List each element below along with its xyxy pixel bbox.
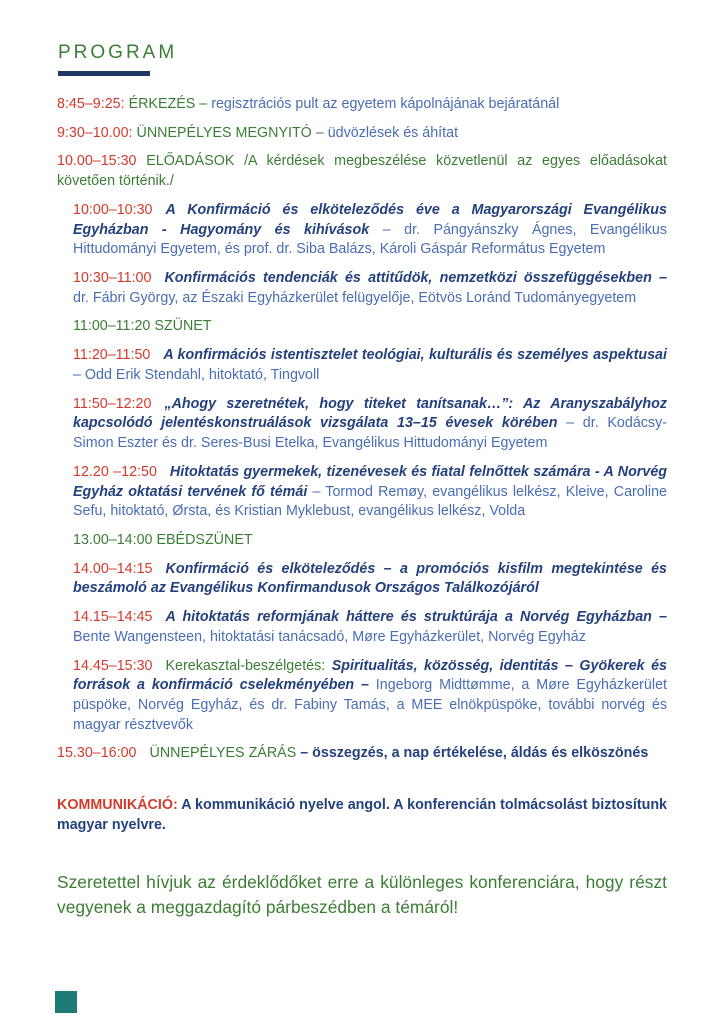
title-underline-bar bbox=[58, 71, 150, 76]
schedule-item bbox=[73, 608, 667, 647]
segment-section: ELŐADÁSOK /A kérdések megbeszélése közvetlenül az egyes előadásokat követően történik./ bbox=[57, 153, 667, 190]
schedule-item bbox=[73, 269, 667, 308]
segment-body: – Odd Erik Stendahl, hitoktató, Tingvoll bbox=[73, 366, 320, 383]
schedule-list bbox=[57, 95, 667, 764]
segment-body: – dr. Kodácsy-Simon Eszter és dr. Seres-Busi Etelka, Evangélikus Hittudományi Egyetem bbox=[73, 415, 667, 452]
schedule-item bbox=[57, 95, 667, 115]
schedule-item bbox=[57, 152, 667, 191]
schedule-item bbox=[57, 744, 667, 764]
segment-body: – dr. Pángyánszky Ágnes, Evangélikus Hittudományi Egyetem, és prof. dr. Siba Balázs, Károli Gáspár Református Egyetem bbox=[73, 221, 668, 258]
segment-title: A Konfirmáció és elköteleződés éve a Magyarországi Evangélikus Egyházban - Hagyomány és kihívások bbox=[73, 201, 667, 238]
invitation-text: Szeretettel hívjuk az érdeklődőket erre a különleges konferenciára, hogy részt vegyenek a meggazdagító párbeszédben a témáról! bbox=[57, 871, 667, 918]
communication-text: A kommunikáció nyelve angol. A konferencián tolmácsolást biztosítunk magyar nyelvre. bbox=[57, 797, 667, 834]
segment-time: 14.45–15:30 bbox=[73, 657, 153, 674]
segment-body: Ingeborg Midttømme, a Møre Egyházkerület püspöke, Norvég Egyház, és dr. Fabiny Tamás, a MEE elnökpüspöke, további norvég és magyar résztvevők bbox=[73, 677, 667, 733]
segment-body: üdvözlések és áhítat bbox=[327, 124, 459, 141]
segment-title: Konfirmációs tendenciák és attitűdök, nemzetközi összefüggésekben – bbox=[164, 270, 667, 287]
communication-label: KOMMUNIKÁCIÓ: bbox=[57, 797, 182, 814]
segment-time: 15.30–16:00 bbox=[57, 745, 137, 762]
segment-body: Bente Wangensteen, hitoktatási tanácsadó, Møre Egyházkerület, Norvég Egyház bbox=[73, 628, 586, 645]
segment-time: 9:30–10.00: bbox=[57, 124, 137, 141]
schedule-item bbox=[73, 201, 667, 260]
schedule-item bbox=[73, 560, 667, 599]
schedule-item bbox=[73, 657, 667, 736]
segment-body: dr. Fábri György, az Északi Egyházkerület felügyelője, Eötvös Loránd Tudományegyetem bbox=[73, 289, 637, 306]
schedule-item bbox=[73, 346, 667, 385]
schedule-item bbox=[73, 463, 667, 522]
segment-body: – Tormod Remøy, evangélikus lelkész, Kleive, Caroline Sefu, hitoktató, Ørsta, és Kristian Myklebust, evangélikus lelkész, Volda bbox=[73, 483, 667, 520]
segment-section: 11:00–11:20 SZÜNET bbox=[73, 318, 212, 335]
segment-time: 11:50–12:20 bbox=[73, 395, 152, 412]
segment-time: 11:20–11:50 bbox=[73, 347, 151, 364]
segment-time: 8:45–9:25: bbox=[57, 96, 129, 112]
segment-title: Hitoktatás gyermekek, tizenévesek és fiatal felnőttek számára - A Norvég Egyház oktatási tervének fő témái bbox=[73, 463, 668, 500]
schedule-item bbox=[73, 395, 667, 454]
segment-time: 12.20 –12:50 bbox=[73, 463, 157, 480]
segment-time: 14.00–14:15 bbox=[73, 560, 153, 577]
segment-closing: – összegzés, a nap értékelése, áldás és elköszönés bbox=[300, 745, 649, 762]
segment-title: Konfirmáció és elköteleződés – a promóciós kisfilm megtekintése és beszámoló az Evangélikus Konfirmandusok Országos Találkozójáról bbox=[73, 560, 667, 597]
segment-section: ÉRKEZÉS – bbox=[128, 96, 212, 112]
segment-section: ÜNNEPÉLYES MEGNYITÓ – bbox=[136, 124, 328, 141]
segment-title: A konfirmációs istentisztelet teológiai, kulturális és személyes aspektusai bbox=[163, 347, 667, 364]
communication-section bbox=[57, 795, 667, 836]
segment-time: 10:00–10:30 bbox=[73, 201, 153, 218]
segment-section: ÜNNEPÉLYES ZÁRÁS bbox=[149, 745, 301, 762]
schedule-item bbox=[57, 124, 667, 144]
schedule-item bbox=[73, 317, 667, 337]
segment-section: 13.00–14:00 EBÉDSZÜNET bbox=[73, 531, 253, 548]
segment-section: Kerekasztal-beszélgetés: bbox=[165, 657, 332, 674]
footer-teal-square bbox=[55, 991, 77, 1013]
segment-body: regisztrációs pult az egyetem kápolnájának bejáratánál bbox=[211, 96, 560, 112]
segment-title: Spiritualitás, közösség, identitás – Gyökerek és források a konfirmáció cselekményében – bbox=[73, 657, 667, 694]
segment-title: A hitoktatás reformjának háttere és struktúrája a Norvég Egyházban – bbox=[165, 609, 667, 626]
page-title: PROGRAM bbox=[58, 42, 178, 63]
schedule-item bbox=[73, 531, 667, 551]
segment-title: „Ahogy szeretnétek, hogy titeket tanítsanak…”: Az Aranyszabályhoz kapcsolódó jelentéskonstruálások vizsgálata 13–15 évesek körében bbox=[73, 395, 667, 432]
segment-time: 10.00–15:30 bbox=[57, 153, 147, 170]
segment-time: 14.15–14:45 bbox=[73, 609, 153, 626]
segment-time: 10:30–11:00 bbox=[73, 270, 152, 287]
